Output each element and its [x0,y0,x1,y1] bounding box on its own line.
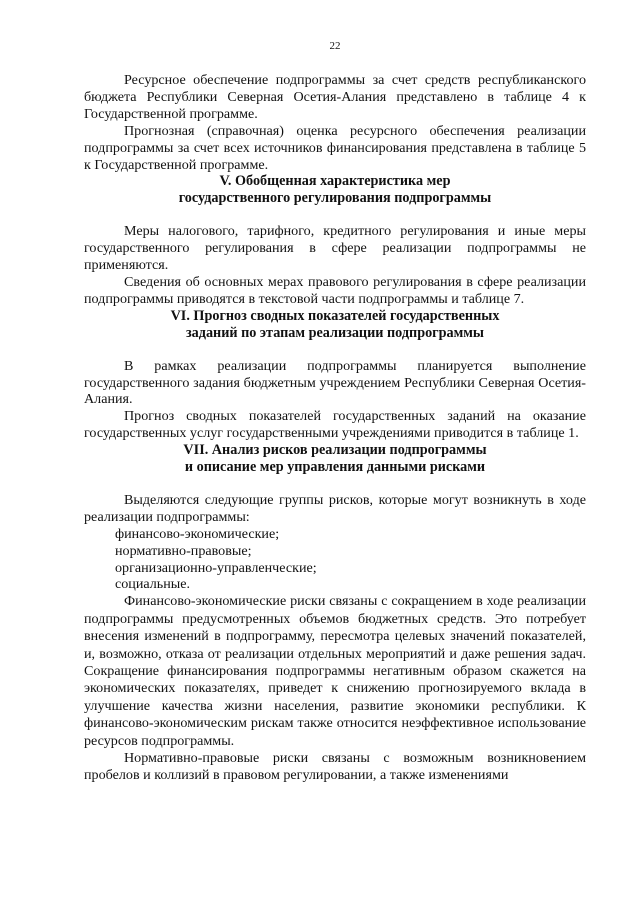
section-heading-vi-line2: заданий по этапам реализации подпрограммы [185,324,485,341]
section-heading-vii-line2: и описание мер управления данными рисками [184,459,486,476]
paragraph-state-assignment: В рамках реализации подпрограммы планируется выполнение государственного задания бюджетным учреждением Республики Северная Осетия-Алания. [84,357,586,408]
list-item: финансово-экономические; [115,525,280,542]
section-heading-v-line1: V. Обобщенная характеристика мер [219,173,451,190]
paragraph-regulation-measures: Меры налогового, тарифного, кредитного регулирования и иные меры государственного регулирования в сфере реализации подпрограммы не применяются. [84,223,586,274]
section-heading-vi [84,308,586,342]
section-heading-vi-line1: VI. Прогноз сводных показателей государственных [170,307,500,324]
section-heading-vii-line1: VII. Анализ рисков реализации подпрограммы [183,442,487,459]
paragraph-legal-regulation: Сведения об основных мерах правового регулирования в сфере реализации подпрограммы приводятся в текстовой части подпрограммы и таблице 7. [84,273,586,307]
paragraph-risk-groups-intro: Выделяются следующие группы рисков, которые могут возникнуть в ходе реализации подпрограммы: [84,491,586,525]
spacer [84,207,586,223]
paragraph-resource-budget: Ресурсное обеспечение подпрограммы за счет средств республиканского бюджета Республики Северная Осетия-Алания представлено в таблице 4 к Государственной программе. [84,72,586,122]
spacer [84,342,586,358]
paragraph-financial-risks: Финансово-экономические риски связаны с сокращением в ходе реализации подпрограммы предусмотренных объемов бюджетных средств. Это потребует внесения изменений в подпрограмму, пересмотра целевых значений показателей, и, возможно, отказа от реализации отдельных мероприятий и даже решения задач. Сокращение финансирования подпрограммы негативным образом скажется на экономических показателях, приведет к снижению прогнозируемого вклада в улучшение качества жизни населения, развитие экономики республики. К финансово-экономическим рискам также относится неэффективное использование ресурсов подпрограммы. [84,593,586,749]
spacer [84,476,586,492]
section-heading-vii [84,442,586,476]
section-heading-v-line2: государственного регулирования подпрограммы [178,190,492,207]
list-item: нормативно-правовые; [115,542,252,559]
paragraph-legal-risks: Нормативно-правовые риски связаны с возможным возникновением пробелов и коллизий в правовом регулировании, а также изменениями [84,750,586,784]
section-heading-v [84,173,586,207]
paragraph-resource-forecast: Прогнозная (справочная) оценка ресурсного обеспечения реализации подпрограммы за счет всех источников финансирования представлена в таблице 5 к Государственной программе. [84,122,586,173]
list-item: организационно-управленческие; [115,559,317,576]
paragraph-assignment-forecast: Прогноз сводных показателей государственных заданий на оказание государственных услуг государственными учреждениями приводится в таблице 1. [84,408,586,442]
list-item: социальные. [115,576,191,593]
page-number: 22 [329,40,341,52]
